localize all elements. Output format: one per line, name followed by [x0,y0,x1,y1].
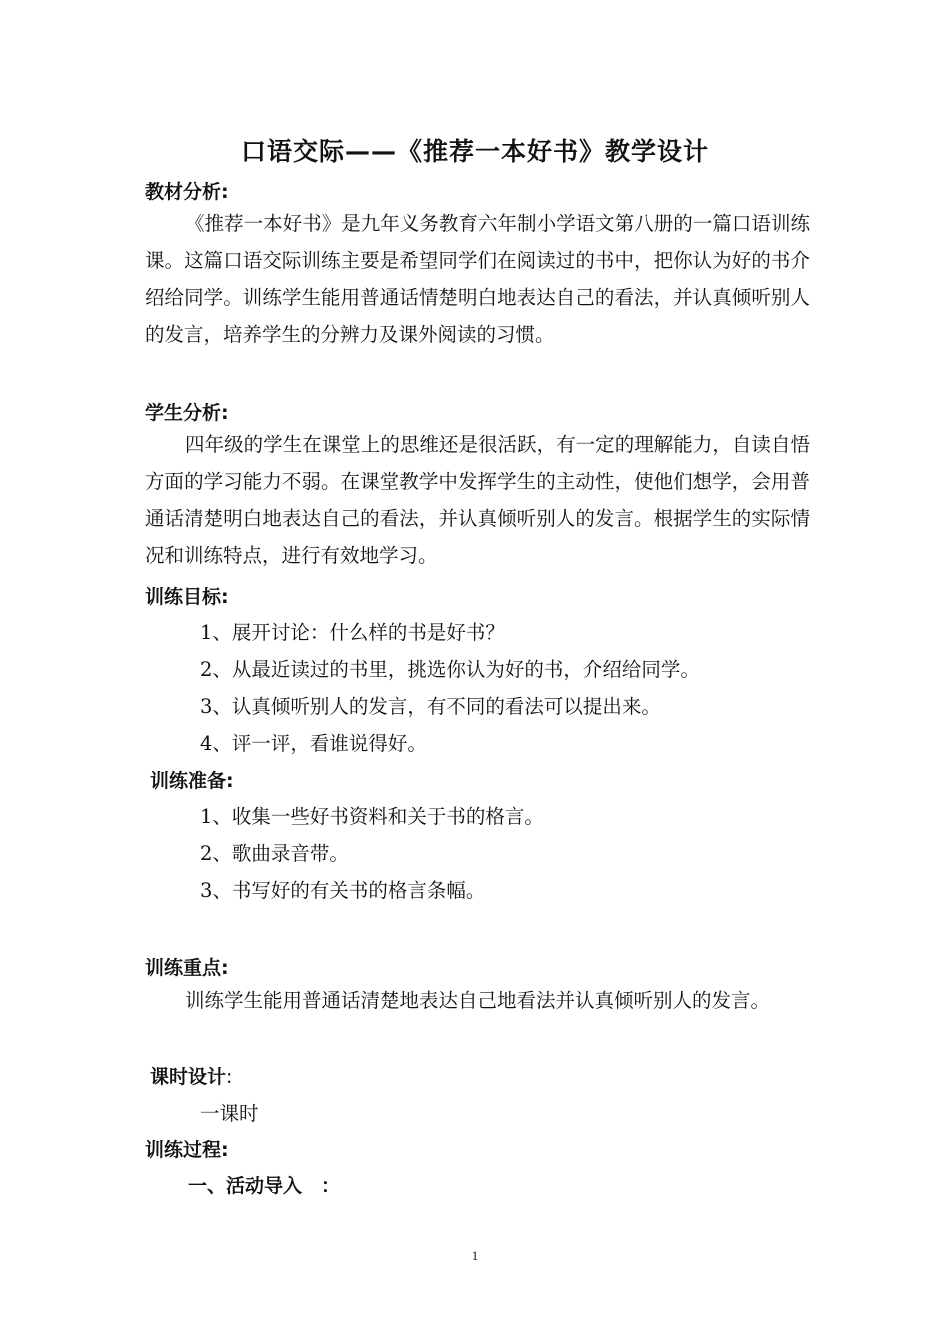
page-number: 1 [471,1248,479,1263]
document-title: 口语交际——《推荐一本好书》教学设计 [240,137,709,166]
goal-item: 3、认真倾听别人的发言，有不同的看法可以提出来。 [200,695,661,718]
goal-item: 1、展开讨论：什么样的书是好书？ [200,621,505,644]
lesson-duration: 一课时 [200,1102,259,1125]
section-heading-process: 训练过程: [145,1139,229,1161]
section-heading-lesson-colon: : [226,1066,233,1088]
prep-item: 1、收集一些好书资料和关于书的格言。 [200,805,544,828]
section-heading-lesson-label: 课时设计 [150,1066,227,1088]
section-heading-goals: 训练目标: [145,586,229,608]
section-heading-lesson [150,1062,232,1089]
section-heading-focus: 训练重点: [145,957,229,979]
process-step-heading: 一、活动导入 ： [188,1175,341,1197]
prep-item: 2、歌曲录音带。 [200,842,349,865]
prep-item: 3、书写好的有关书的格言条幅。 [200,879,486,902]
goal-item: 2、从最近读过的书里，挑选你认为好的书，介绍给同学。 [200,658,700,681]
goal-item: 4、评一评，看谁说得好。 [200,732,427,755]
section-heading-material: 教材分析: [145,181,229,203]
paragraph-material: 《推荐一本好书》是九年义务教育六年制小学语文第八册的一篇口语训练课。这篇口语交际训练主要是希望同学们在阅读过的书中，把你认为好的书介绍给同学。训练学生能用普通话情楚明白地表达自己的看法，并认真倾听别人的发言，培养学生的分辨力及课外阅读的习惯。 [145,212,810,346]
paragraph-focus: 训练学生能用普通话清楚地表达自己地看法并认真倾听别人的发言。 [185,989,771,1012]
paragraph-student: 四年级的学生在课堂上的思维还是很活跃，有一定的理解能力，自读自悟方面的学习能力不弱。在课堂教学中发挥学生的主动性，使他们想学，会用普通话清楚明白地表达自己的看法，并认真倾听别人的发言。根据学生的实际情况和训练特点，进行有效地学习。 [145,433,810,567]
section-heading-prep: 训练准备: [150,770,234,792]
section-heading-student: 学生分析: [145,402,229,424]
